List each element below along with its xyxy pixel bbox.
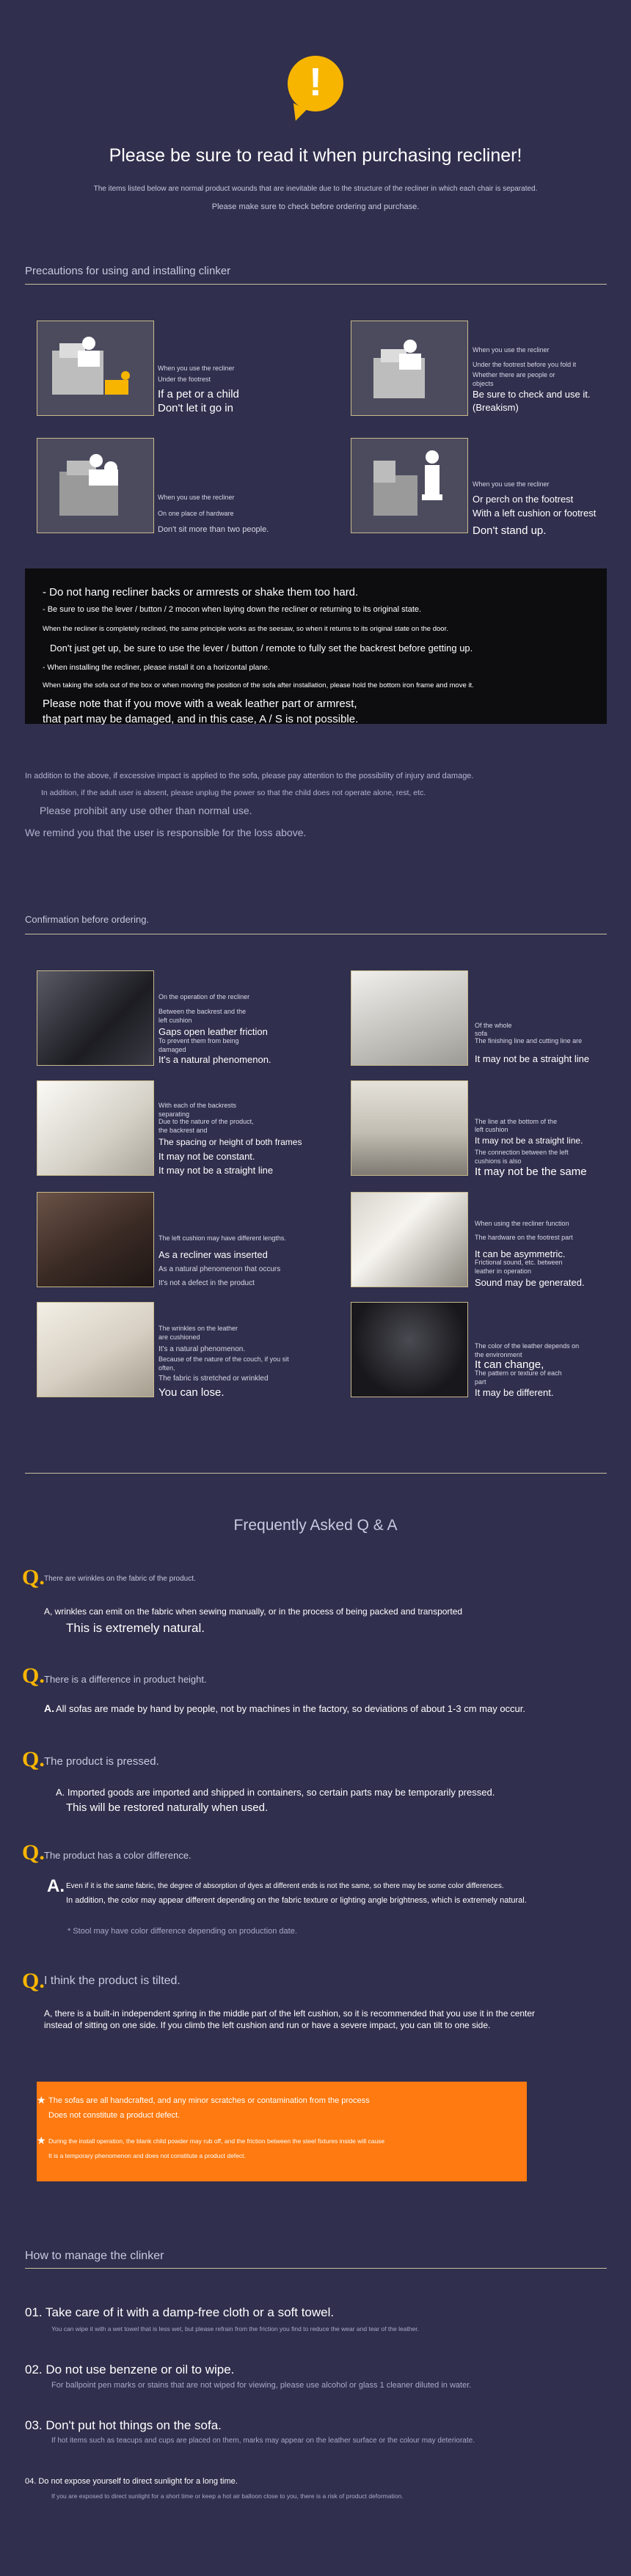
precaution-2-e: (Breakism) bbox=[473, 402, 519, 413]
photo-black-leather-texture bbox=[351, 1302, 468, 1397]
confirm-5-b: As a recliner was inserted bbox=[158, 1249, 268, 1260]
confirm-1-c: Gaps open leather friction bbox=[158, 1026, 268, 1037]
photo-leather-wrinkles bbox=[37, 1302, 154, 1397]
confirm-5-a: The left cushion may have different lengths. bbox=[158, 1234, 286, 1242]
faq-5-question: I think the product is tilted. bbox=[44, 1975, 180, 1987]
intro-line-2: Please make sure to check before ordering and purchase. bbox=[211, 202, 420, 211]
precaution-2-c: Whether there are people or objects bbox=[473, 371, 555, 387]
handcrafted-notice-box bbox=[37, 2082, 527, 2181]
photo-brown-leather-sofa bbox=[37, 1192, 154, 1287]
confirm-4-e: It may not be the same bbox=[475, 1166, 587, 1178]
faq-2-question: There is a difference in product height. bbox=[44, 1674, 207, 1685]
warning-notice-box bbox=[25, 568, 607, 724]
star-icon: ★ bbox=[37, 2134, 46, 2146]
confirm-8-a: The color of the leather depends on the environment bbox=[475, 1342, 580, 1358]
confirm-2-c: The finishing line and cutting line are bbox=[475, 1037, 583, 1044]
q-mark: Q. bbox=[22, 1664, 45, 1688]
precaution-4-b: Or perch on the footrest bbox=[473, 494, 574, 505]
manage-heading: How to manage the clinker bbox=[25, 2250, 164, 2262]
precaution-1-b: Under the footrest bbox=[158, 376, 211, 383]
confirm-2-d: It may not be a straight line bbox=[475, 1053, 590, 1064]
faq-3-answer-2: This will be restored naturally when used. bbox=[66, 1801, 269, 1814]
manage-3-title: 03. Don't put hot things on the sofa. bbox=[25, 2418, 222, 2432]
precaution-1-d: Don't let it go in bbox=[158, 402, 233, 414]
precautions-heading: Precautions for using and installing clinker bbox=[25, 265, 231, 277]
manage-4-title: 04. Do not expose yourself to direct sunlight for a long time. bbox=[25, 2477, 238, 2486]
extra-line-4: We remind you that the user is responsible for the loss above. bbox=[25, 827, 307, 838]
confirm-6-c: It can be asymmetric. bbox=[475, 1248, 566, 1259]
orange-line-3: During the install operation, the blank child powder may rub off, and the friction between the steel fixtures inside will cause bbox=[48, 2137, 385, 2145]
faq-heading: Frequently Asked Q & A bbox=[233, 1517, 398, 1534]
photo-footrest-hardware bbox=[351, 1192, 468, 1287]
notice-line-1: - Do not hang recliner backs or armrests or shake them too hard. bbox=[43, 586, 359, 599]
precaution-4-a: When you use the recliner bbox=[473, 480, 550, 488]
precaution-4-d: Don't stand up. bbox=[473, 524, 547, 537]
photo-white-leather-stitching bbox=[351, 970, 468, 1066]
confirm-2-a: Of the whole bbox=[475, 1022, 512, 1029]
orange-line-2: Does not constitute a product defect. bbox=[48, 2111, 180, 2120]
manage-2-title: 02. Do not use benzene or oil to wipe. bbox=[25, 2363, 235, 2376]
q-mark: Q. bbox=[22, 1747, 45, 1771]
precaution-3-c: Don't sit more than two people. bbox=[158, 525, 269, 534]
notice-line-3: When the recliner is completely reclined, the same principle works as the seesaw, so when it returns to its original state on the door. bbox=[43, 625, 448, 633]
divider bbox=[25, 284, 607, 285]
q-mark: Q. bbox=[22, 1840, 45, 1865]
faq-5-answer-1: A, there is a built-in independent spring in the middle part of the left cushion, so it is recommended that you use it in the center bbox=[44, 2008, 536, 2019]
manage-1-desc: You can wipe it with a wet towel that is less wet, but please refrain from the friction you find to reduce the wear and tear of the leather. bbox=[51, 2325, 419, 2332]
precaution-illustration bbox=[37, 321, 154, 416]
recliner-two-people-icon bbox=[37, 439, 154, 533]
notice-line-8: that part may be damaged, and in this case, A / S is not possible. bbox=[43, 713, 359, 725]
manage-3-desc: If hot items such as teacups and cups are placed on them, marks may appear on the leather surface or the colour may deteriorate. bbox=[51, 2437, 475, 2445]
confirm-3-d: It may not be constant. bbox=[158, 1151, 255, 1162]
q-mark: Q. bbox=[22, 1969, 45, 1993]
confirm-7-c: Because of the nature of the couch, if you sit often, bbox=[158, 1355, 289, 1372]
exclamation-mark: ! bbox=[309, 60, 322, 104]
confirm-3-c: The spacing or height of both frames bbox=[158, 1137, 302, 1147]
precaution-3-a: When you use the recliner bbox=[158, 494, 235, 501]
confirm-6-b: The hardware on the footrest part bbox=[475, 1234, 573, 1241]
confirm-3-e: It may not be a straight line bbox=[158, 1165, 274, 1176]
manage-1-title: 01. Take care of it with a damp-free cloth or a soft towel. bbox=[25, 2305, 335, 2319]
confirm-8-c: The pattern or texture of each part bbox=[475, 1369, 562, 1386]
notice-line-5: - When installing the recliner, please install it on a horizontal plane. bbox=[43, 663, 270, 672]
extra-line-3: Please prohibit any use other than normal use. bbox=[40, 805, 252, 816]
manage-2-desc: For ballpoint pen marks or stains that are not wiped for viewing, please use alcohol or glass 1 cleaner diluted in water. bbox=[51, 2381, 472, 2390]
orange-line-4: It is a temporary phenomenon and does not constitute a product defect. bbox=[48, 2152, 246, 2159]
manage-4-desc: If you are exposed to direct sunlight for a short time or keep a hot air balloon close to you, there is a risk of product deformation. bbox=[51, 2492, 404, 2500]
precaution-1-c: If a pet or a child bbox=[158, 388, 239, 400]
recliner-pet-child-icon bbox=[37, 321, 154, 416]
faq-4-answer-2: In addition, the color may appear different depending on the fabric texture or lighting angle brightness, which is extremely natural. bbox=[66, 1896, 527, 1905]
confirm-3-b: Due to the nature of the product, the backrest and bbox=[158, 1118, 254, 1134]
confirm-5-d: It's not a defect in the product bbox=[158, 1279, 255, 1287]
page-title: Please be sure to read it when purchasing recliner! bbox=[109, 145, 522, 166]
photo-black-leather-recliner bbox=[37, 970, 154, 1066]
confirm-5-c: As a natural phenomenon that occurs bbox=[158, 1265, 281, 1273]
photo-white-sofa-backrests bbox=[37, 1080, 154, 1176]
star-icon: ★ bbox=[37, 2094, 46, 2106]
faq-4-answer-1: Even if it is the same fabric, the degree of absorption of dyes at different ends is not the same, so there may be some color differences. bbox=[66, 1882, 504, 1890]
confirm-1-d: To prevent them from being damaged bbox=[158, 1037, 239, 1053]
confirm-1-b: Between the backrest and the left cushion bbox=[158, 1008, 247, 1024]
confirm-4-d: The connection between the left cushions is also bbox=[475, 1149, 569, 1165]
recliner-check-icon bbox=[351, 321, 468, 416]
confirm-7-b: It's a natural phenomenon. bbox=[158, 1345, 246, 1353]
extra-line-1: In addition to the above, if excessive impact is applied to the sofa, please pay attention to the possibility of injury and damage. bbox=[25, 772, 474, 780]
divider bbox=[25, 1473, 607, 1474]
confirm-4-c: It may not be a straight line. bbox=[475, 1135, 583, 1146]
confirm-7-a: The wrinkles on the leather are cushioned bbox=[158, 1325, 238, 1341]
faq-1-question: There are wrinkles on the fabric of the product. bbox=[44, 1575, 196, 1583]
precaution-2-b: Under the footrest before you fold it bbox=[473, 361, 577, 368]
confirm-8-b: It can change, bbox=[475, 1358, 544, 1371]
orange-line-1: The sofas are all handcrafted, and any minor scratches or contamination from the process bbox=[48, 2096, 370, 2105]
precaution-2-a: When you use the recliner bbox=[473, 346, 550, 354]
precaution-illustration bbox=[37, 438, 154, 533]
faq-5-answer-2: instead of sitting on one side. If you climb the left cushion and run or have a severe impact, you can tilt to one side. bbox=[44, 2020, 491, 2030]
q-mark: Q. bbox=[22, 1565, 45, 1589]
faq-2-answer-1: All sofas are made by hand by people, not by machines in the factory, so deviations of about 1-3 cm may occur. bbox=[56, 1703, 525, 1714]
confirm-1-e: It's a natural phenomenon. bbox=[158, 1054, 271, 1065]
precaution-1-a: When you use the recliner bbox=[158, 365, 235, 372]
confirm-4-b: left cushion bbox=[475, 1126, 508, 1133]
divider bbox=[25, 2268, 607, 2269]
confirm-2-b: sofa bbox=[475, 1030, 488, 1037]
intro-line-1: The items listed below are normal product wounds that are inevitable due to the structure of the recliner in which each chair is separated. bbox=[93, 185, 538, 193]
confirm-6-e: Sound may be generated. bbox=[475, 1277, 585, 1288]
confirm-3-a: With each of the backrests separating bbox=[158, 1102, 237, 1118]
confirm-7-d: The fabric is stretched or wrinkled bbox=[158, 1375, 269, 1383]
faq-1-answer-2: This is extremely natural. bbox=[66, 1621, 205, 1635]
faq-4-a-mark: A. bbox=[47, 1876, 65, 1896]
faq-1-answer-1: A, wrinkles can emit on the fabric when sewing manually, or in the process of being packed and transported bbox=[44, 1606, 463, 1617]
notice-line-6: When taking the sofa out of the box or when moving the position of the sofa after installation, please hold the bottom iron frame and move it. bbox=[43, 681, 474, 689]
notice-line-7: Please note that if you move with a weak leather part or armrest, bbox=[43, 698, 357, 710]
confirm-6-d: Frictional sound, etc. between leather in operation bbox=[475, 1259, 563, 1275]
photo-white-sofa-cushion-line bbox=[351, 1080, 468, 1176]
confirm-1-a: On the operation of the recliner bbox=[158, 993, 250, 1000]
precaution-illustration bbox=[351, 438, 468, 533]
notice-line-2: - Be sure to use the lever / button / 2 mocon when laying down the recliner or returning to its original state. bbox=[43, 605, 422, 614]
extra-line-2: In addition, if the adult user is absent, please unplug the power so that the child does not operate alone, rest, etc. bbox=[41, 788, 426, 797]
precaution-illustration bbox=[351, 321, 468, 416]
faq-4-question: The product has a color difference. bbox=[44, 1850, 192, 1861]
confirm-8-d: It may be different. bbox=[475, 1387, 554, 1398]
precaution-2-d: Be sure to check and use it. bbox=[473, 389, 591, 400]
confirm-6-a: When using the recliner function bbox=[475, 1220, 569, 1227]
recliner-standing-icon bbox=[351, 439, 468, 533]
confirm-7-e: You can lose. bbox=[158, 1386, 225, 1399]
faq-3-answer-1: A. Imported goods are imported and shipped in containers, so certain parts may be temporarily pressed. bbox=[56, 1787, 495, 1798]
faq-3-question: The product is pressed. bbox=[44, 1755, 159, 1768]
faq-4-answer-3: * Stool may have color difference depending on production date. bbox=[68, 1927, 297, 1936]
precaution-4-c: With a left cushion or footrest bbox=[473, 508, 597, 519]
faq-2-a-mark: A. bbox=[44, 1702, 54, 1714]
precaution-3-b: On one place of hardware bbox=[158, 510, 234, 517]
confirmation-heading: Confirmation before ordering. bbox=[25, 914, 150, 925]
confirm-4-a: The line at the bottom of the bbox=[475, 1118, 558, 1125]
notice-line-4: Don't just get up, be sure to use the lever / button / remote to fully set the backrest before getting up. bbox=[50, 643, 473, 654]
